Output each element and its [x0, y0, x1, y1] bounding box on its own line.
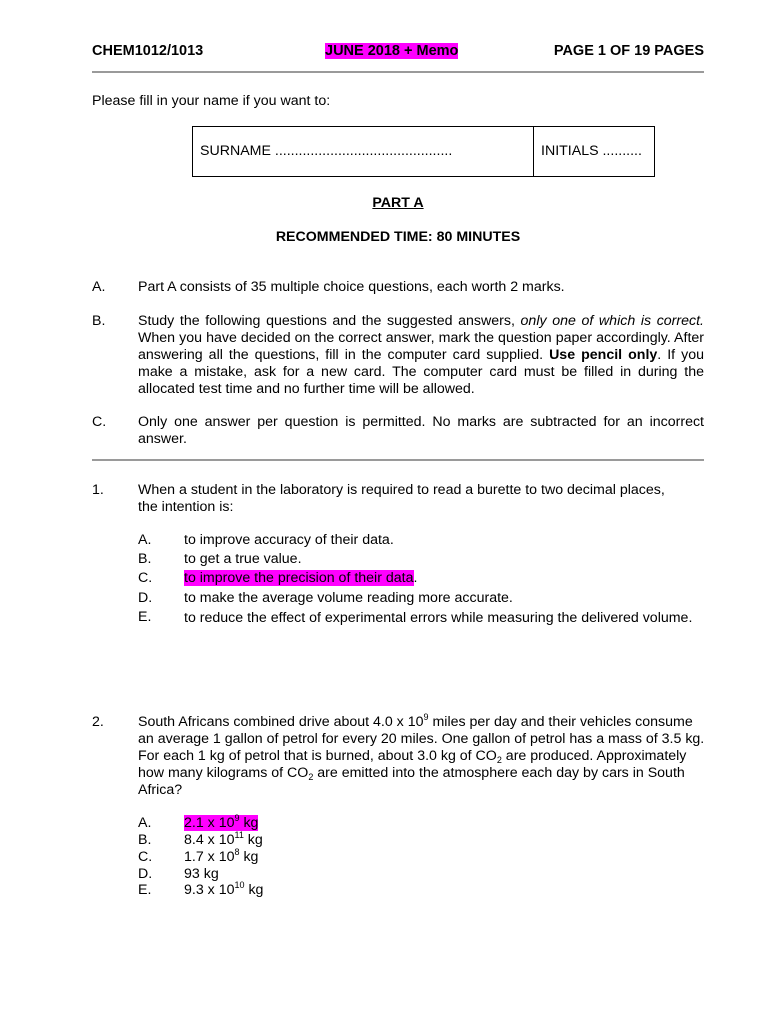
- instruction-b-letter: B.: [92, 313, 106, 329]
- option-exponent: 11: [234, 830, 244, 840]
- section-rule: [92, 459, 704, 461]
- instruction-c-letter: C.: [92, 414, 107, 430]
- q2-subscript: 2: [496, 755, 502, 765]
- option-exponent: 9: [234, 813, 240, 823]
- option-unit: kg: [239, 815, 259, 831]
- q1-option-letter: E.: [138, 609, 152, 625]
- fill-name-prompt: Please fill in your name if you want to:: [92, 93, 331, 109]
- q2-option-letter: E.: [138, 882, 152, 898]
- instruction-b-part3: . If you make a mistake, ask for a new card. The computer card must be filled in during the allocated test time and no further time will be allowed.: [138, 347, 705, 397]
- instruction-b-part2: When you have decided on the correct answer, mark the question paper accordingly. After answering all the questions, fill in the computer card supplied.: [138, 330, 704, 363]
- q2-option-text: [184, 849, 258, 866]
- instruction-a-letter: A.: [92, 279, 106, 295]
- q2-stem-part1: South Africans combined drive about 4.0 x 10: [138, 714, 424, 730]
- q1-option-text: to improve accuracy of their data.: [184, 532, 394, 548]
- instruction-b-italic: only one of which is correct.: [520, 313, 704, 329]
- q2-option-letter: C.: [138, 849, 153, 865]
- q2-option-a-answer: [184, 815, 258, 832]
- q2-stem: [138, 714, 708, 799]
- option-base: 2.1 x 10: [184, 815, 235, 831]
- q1-option-letter: C.: [138, 570, 153, 586]
- option-base: 1.7 x 10: [184, 849, 235, 865]
- surname-field[interactable]: SURNAME .............................................: [193, 127, 534, 176]
- q1-option-text: to make the average volume reading more accurate.: [184, 590, 513, 606]
- instruction-a-text: Part A consists of 35 multiple choice questions, each worth 2 marks.: [138, 279, 565, 295]
- name-box: [192, 126, 655, 177]
- q2-number: 2.: [92, 714, 104, 730]
- answer-highlight: to improve the precision of their data: [184, 570, 414, 586]
- q1-number: 1.: [92, 482, 104, 498]
- instruction-b-text: [138, 313, 704, 398]
- q1-option-text: to get a true value.: [184, 551, 302, 567]
- initials-field[interactable]: INITIALS ..........: [541, 143, 642, 159]
- q2-option-text: [184, 882, 263, 899]
- session-highlight: JUNE 2018 + Memo: [325, 43, 459, 59]
- q2-option-text: 93 kg: [184, 866, 219, 882]
- q2-option-text: [184, 832, 263, 849]
- recommended-time: RECOMMENDED TIME: 80 MINUTES: [275, 229, 521, 245]
- instruction-b-part1: Study the following questions and the suggested answers,: [138, 313, 521, 329]
- option-unit: kg: [239, 849, 259, 865]
- q2-option-letter: D.: [138, 866, 153, 882]
- q1-option-letter: D.: [138, 590, 153, 606]
- instruction-b-bold: Use pencil only: [549, 347, 658, 363]
- q1-stem: When a student in the laboratory is required to read a burette to two decimal places, the intention is:: [138, 482, 665, 515]
- q2-exponent: 9: [423, 712, 429, 722]
- option-exponent: 10: [234, 880, 245, 890]
- q1-option-text: to reduce the effect of experimental errors while measuring the delivered volume.: [184, 610, 693, 626]
- option-unit: kg: [244, 882, 264, 898]
- course-code: CHEM1012/1013: [92, 43, 204, 59]
- q2-subscript: 2: [308, 772, 314, 782]
- q2-option-letter: A.: [138, 815, 152, 831]
- part-title: PART A: [372, 195, 424, 211]
- header-rule: [92, 71, 704, 73]
- option-unit: kg: [243, 832, 263, 848]
- q1-option-letter: B.: [138, 551, 152, 567]
- q2-option-letter: B.: [138, 832, 152, 848]
- instruction-c-text: Only one answer per question is permitted. No marks are subtracted for an incorrect answer.: [138, 414, 704, 447]
- option-suffix: .: [413, 570, 418, 586]
- q2-stem-part3: are produced. Approximately how many kilograms of CO: [138, 748, 687, 781]
- q1-option-c-answer: [184, 570, 417, 587]
- option-base: 9.3 x 10: [184, 882, 235, 898]
- option-exponent: 8: [234, 847, 240, 857]
- q2-stem-part2: miles per day and their vehicles consume an average 1 gallon of petrol for every 20 miles. One gallon of petrol has a mass of 3.5 kg. For each 1 kg of petrol that is burned, about 3.0 kg of CO: [138, 714, 705, 764]
- option-base: 8.4 x 10: [184, 832, 235, 848]
- page-number: PAGE 1 OF 19 PAGES: [553, 43, 704, 59]
- q1-option-letter: A.: [138, 532, 152, 548]
- q2-stem-part4: are emitted into the atmosphere each day by cars in South Africa?: [138, 765, 685, 798]
- answer-highlight: [184, 815, 258, 831]
- session-title: [325, 43, 458, 60]
